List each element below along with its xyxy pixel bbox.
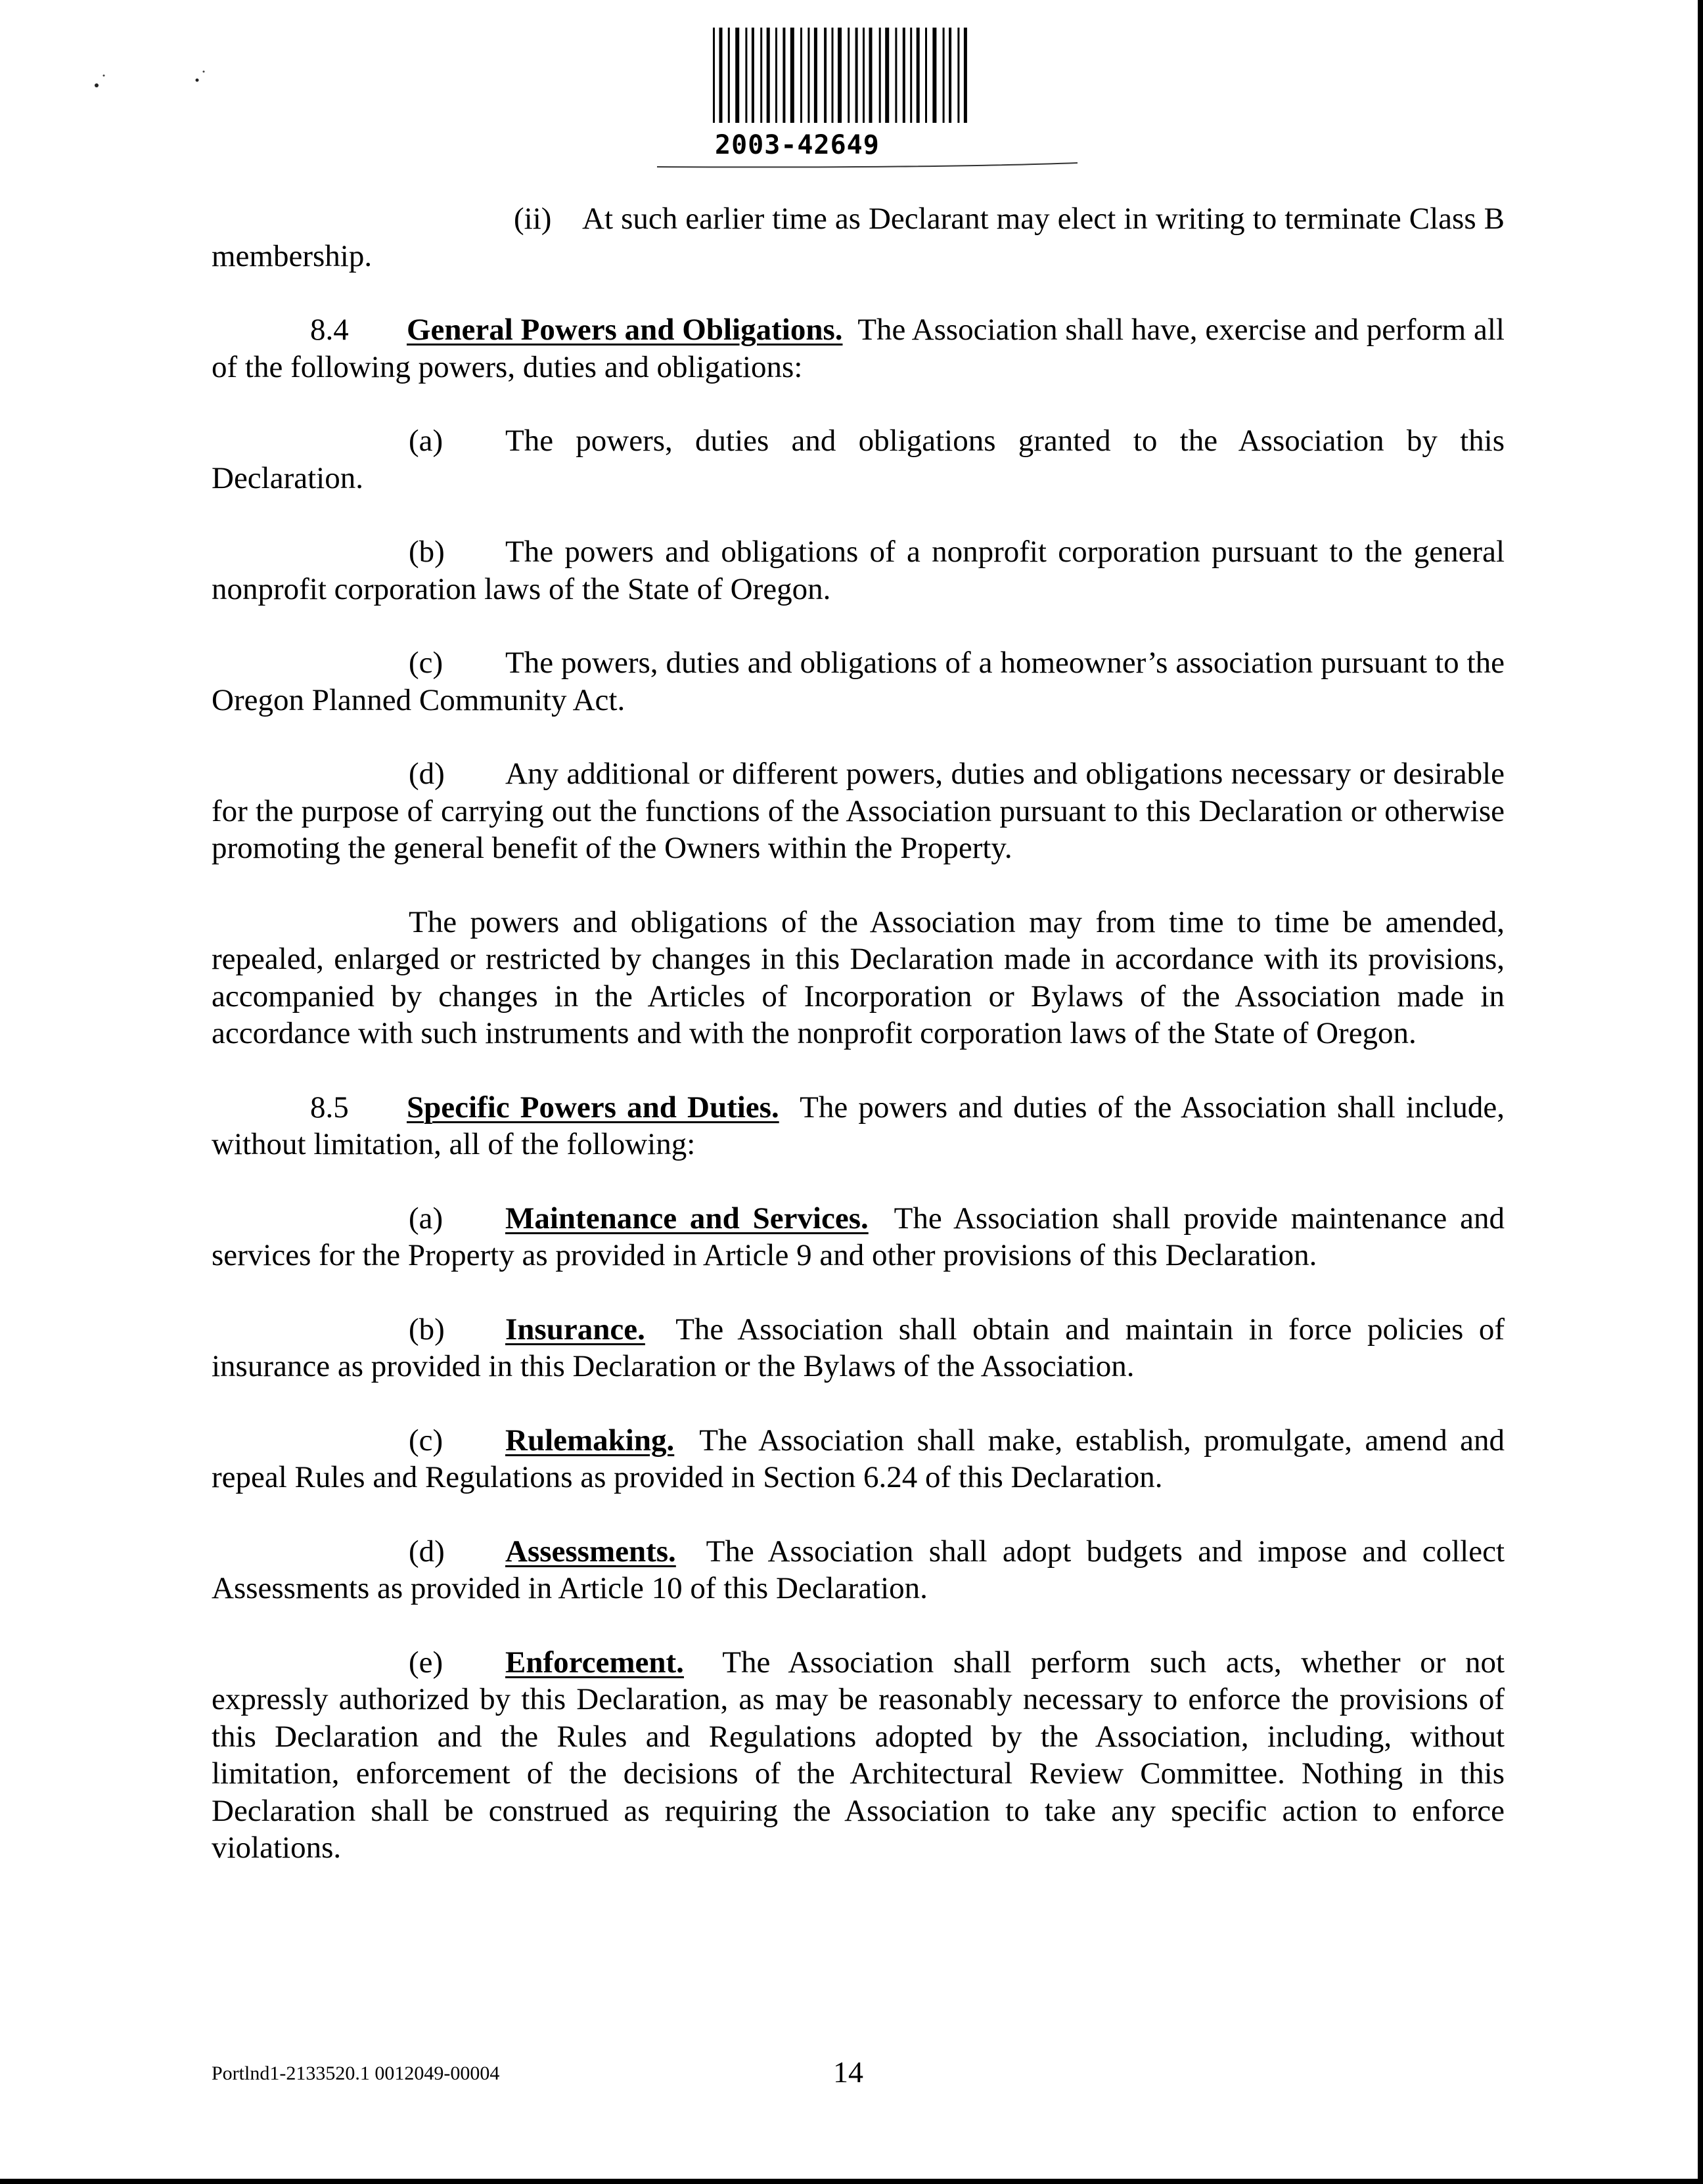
paragraph-text: The powers, duties and obligations of a homeowner’s association pursuant to the Oregon Planned Community Act. — [212, 646, 1505, 717]
item-heading: Insurance. — [505, 1312, 645, 1347]
paragraph-text: At such earlier time as Declarant may elect in writing to terminate Class B membership. — [212, 202, 1505, 273]
paragraph-text: Any additional or different powers, duties and obligations necessary or desirable for the purpose of carrying out the functions of the Association pursuant to this Declaration or otherwise promoting the general benefit of the Owners within the Property. — [212, 757, 1505, 865]
document-body — [212, 200, 1505, 1867]
item-label: (a) — [409, 424, 443, 458]
page-number: 14 — [833, 2055, 863, 2089]
paragraph-8-5-c — [212, 1422, 1505, 1496]
paragraph-text: The Association shall adopt budgets and impose and collect Assessments as provided in Article 10 of this Declaration. — [212, 1534, 1505, 1605]
item-label: (e) — [409, 1645, 443, 1680]
paragraph-8-5-d — [212, 1533, 1505, 1607]
item-heading: Enforcement. — [505, 1645, 684, 1680]
footer-document-id: Portlnd1-2133520.1 0012049-00004 — [212, 2062, 500, 2084]
item-label: (ii) — [514, 202, 552, 236]
paragraph-text: The Association shall perform such acts, whether or not expressly authorized by this Declaration, as may be reasonably necessary to enforce the provisions of this Declaration and the Rules and Regulations adopted by the Association, including, without limitation, enforcement of the decisions of the Architectural Review Committee. Nothing in this Declaration shall be construed as requiring the Association to take any specific action to enforce violations. — [212, 1645, 1505, 1865]
paragraph-text: The Association shall make, establish, promulgate, amend and repeal Rules and Regulations as provided in Section 6.24 of this Declaration. — [212, 1423, 1505, 1494]
paragraph-text: The powers and obligations of a nonprofit corporation pursuant to the general nonprofit corporation laws of the State of Oregon. — [212, 535, 1505, 606]
item-heading: Assessments. — [505, 1534, 676, 1569]
paragraph-text: The powers, duties and obligations granted to the Association by this Declaration. — [212, 424, 1505, 495]
item-label: (d) — [409, 757, 445, 791]
scan-specks — [79, 62, 223, 95]
item-label: (d) — [409, 1534, 445, 1569]
section-text: The Association shall have, exercise and perform all of the following powers, duties and obligations: — [212, 313, 1505, 384]
barcode — [713, 28, 1009, 123]
item-label: (a) — [409, 1201, 443, 1236]
paragraph-text: The powers and obligations of the Association may from time to time be amended, repealed, enlarged or restricted by changes in this Declaration made in accordance with its provisions, accompanied by changes in the Articles of Incorporation or Bylaws of the Association made in accordance with such instruments and with the nonprofit corporation laws of the State of Oregon. — [212, 904, 1505, 1050]
section-8-4 — [212, 311, 1505, 386]
item-label: (c) — [409, 1423, 443, 1458]
paragraph-text: The Association shall obtain and maintain in force policies of insurance as provided in this Declaration or the Bylaws of the Association. — [212, 1312, 1505, 1383]
paragraph-8-4-d — [212, 755, 1505, 867]
page-border — [1698, 0, 1703, 2184]
paragraph-text: The Association shall provide maintenance and services for the Property as provided in Article 9 and other provisions of this Declaration. — [212, 1201, 1505, 1272]
paragraph-8-4-note — [212, 904, 1505, 1052]
item-heading: Maintenance and Services. — [505, 1201, 869, 1236]
section-heading: General Powers and Obligations. — [407, 313, 843, 347]
page-border — [0, 2179, 1703, 2184]
section-number: 8.5 — [310, 1090, 349, 1125]
paragraph-8-4-a — [212, 422, 1505, 497]
item-label: (c) — [409, 646, 443, 680]
section-heading: Specific Powers and Duties. — [407, 1090, 779, 1125]
section-text: The powers and duties of the Association shall include, without limitation, all of the following: — [212, 1090, 1505, 1161]
section-8-5 — [212, 1089, 1505, 1163]
paragraph-ii — [212, 200, 1505, 275]
paragraph-8-5-a — [212, 1200, 1505, 1274]
paragraph-8-4-b — [212, 533, 1505, 608]
item-label: (b) — [409, 1312, 445, 1347]
barcode-underline — [657, 161, 1078, 170]
item-heading: Rulemaking. — [505, 1423, 675, 1458]
section-number: 8.4 — [310, 313, 349, 347]
paragraph-8-5-b — [212, 1311, 1505, 1385]
paragraph-8-4-c — [212, 644, 1505, 719]
barcode-number: 2003-42649 — [715, 130, 880, 160]
item-label: (b) — [409, 535, 445, 569]
paragraph-8-5-e — [212, 1644, 1505, 1867]
